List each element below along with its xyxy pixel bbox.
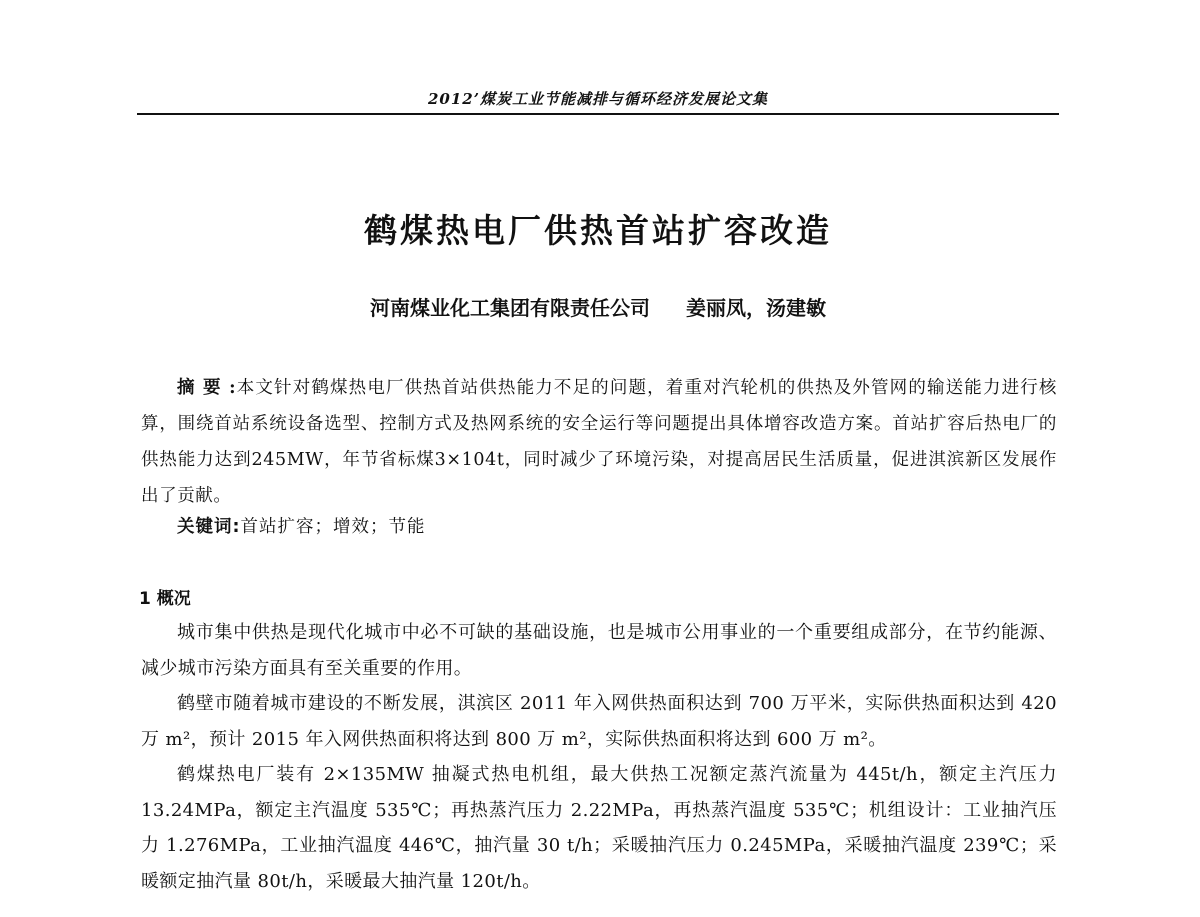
abstract-colon: :: [229, 378, 237, 398]
keywords-text: 首站扩容；增效；节能: [240, 517, 426, 537]
keywords: [177, 509, 426, 545]
authors: 姜丽凤，汤建敏: [686, 296, 826, 320]
abstract-label: 摘要: [177, 378, 230, 398]
affiliation-line: [137, 292, 1059, 321]
abstract-text: 本文针对鹤煤热电厂供热首站供热能力不足的问题，着重对汽轮机的供热及外管网的输送能力进行核算，围绕首站系统设备选型、控制方式及热网系统的安全运行等问题提出具体增容改造方案。首站扩容后热电厂的供热能力达到245MW，年节省标煤3×104t，同时减少了环境污染，对提高居民生活质量，促进淇滨新区发展作出了贡献。: [141, 378, 1058, 506]
section-body: [141, 615, 1057, 899]
body-paragraph: 鹤煤热电厂装有 2×135MW 抽凝式热电机组，最大供热工况额定蒸汽流量为 445t/h，额定主汽压力 13.24MPa，额定主汽温度 535℃；再热蒸汽压力 2.22MPa，再热蒸汽温度 535℃；机组设计：工业抽汽压力 1.276MPa，工业抽汽温度 446℃，抽汽量 30 t/h；采暖抽汽压力 0.245MPa，采暖抽汽温度 239℃；采暖额定抽汽量 80t/h，采暖最大抽汽量 120t/h。: [141, 764, 1057, 892]
paper-title: 鹤煤热电厂供热首站扩容改造: [364, 211, 832, 250]
running-header: 2012’煤炭工业节能减排与循环经济发展论文集: [428, 90, 768, 108]
abstract: [141, 370, 1057, 514]
affiliation: 河南煤业化工集团有限责任公司: [370, 296, 650, 320]
body-paragraph: 城市集中供热是现代化城市中必不可缺的基础设施，也是城市公用事业的一个重要组成部分，在节约能源、减少城市污染方面具有至关重要的作用。: [141, 622, 1057, 679]
body-paragraph: 鹤壁市随着城市建设的不断发展，淇滨区 2011 年入网供热面积达到 700 万平米，实际供热面积达到 420 万 m²，预计 2015 年入网供热面积将达到 800 万 m²，实际供热面积将达到 600 万 m²。: [141, 693, 1057, 750]
keywords-label: 关键词:: [177, 517, 241, 537]
section-heading: 1 概况: [139, 589, 191, 609]
header-rule: [137, 113, 1059, 115]
